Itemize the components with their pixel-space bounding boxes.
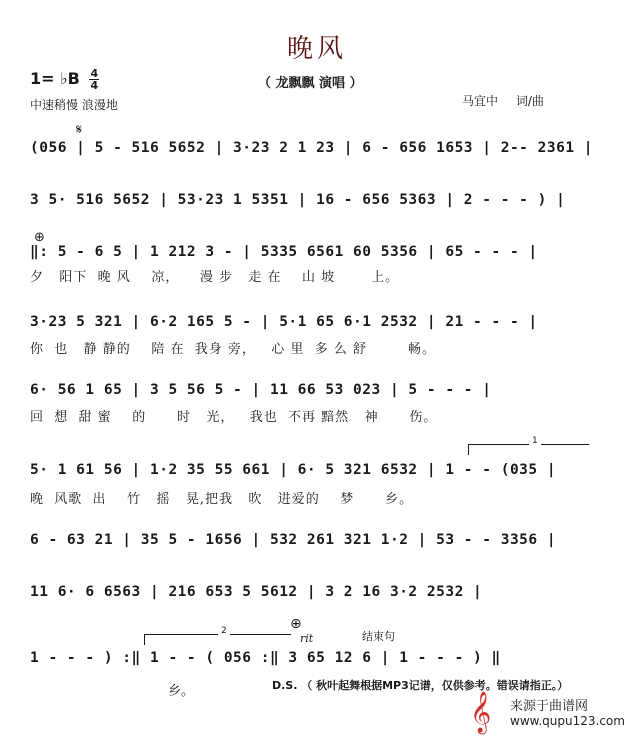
lyric-line-4: 晚 风歌 出 竹 摇 晃,把我 吹 进爱的 梦 乡。 (30, 492, 414, 507)
time-signature-top: 4 (90, 67, 99, 80)
singer-credit: （ 龙飘飘 演唱 ） (258, 76, 363, 91)
coda-icon: ⊕ (34, 230, 45, 245)
volta-bracket-1 (468, 436, 589, 455)
score-row-7: 6 - 63 21 | 35 5 - 1656 | 532 261 321 1·2 | 53 - - 3356 | (30, 532, 557, 548)
volta-label-2: 2 (218, 626, 230, 636)
tempo-marking: 中速稍慢 浪漫地 (30, 98, 118, 112)
watermark-url: www.qupu123.com (510, 714, 625, 728)
time-signature-bottom: 4 (90, 79, 99, 92)
score-row-8: 11 6· 6 6563 | 216 653 5 5612 | 3 2 16 3·2 2532 | (30, 584, 483, 600)
lyric-line-3: 回 想 甜 蜜 的 时 光， 我也 不再 黯然 神 伤。 (30, 410, 438, 425)
treble-clef-icon: 𝄞 (470, 692, 492, 733)
score-row-5: 6· 56 1 65 | 3 5 56 5 - | 11 66 53 023 | 5 - - - | (30, 382, 492, 398)
watermark-name: 来源于曲谱网 (510, 699, 589, 714)
transcriber-note: D.S. （ 秋叶起舞根据MP3记谱，仅供参考。错误请指正。） (272, 679, 569, 692)
song-title: 晚风 (286, 34, 347, 64)
coda-end-icon: ⊕ (290, 616, 302, 632)
segno-icon: 𝄋 (76, 122, 83, 138)
key-signature (30, 68, 99, 91)
time-signature (89, 68, 99, 91)
watermark (468, 692, 628, 734)
composer-credit: 马宜中 词/曲 (462, 94, 544, 108)
key-label: 1= ♭B (30, 69, 80, 88)
ending-lyric: 乡。 (168, 684, 195, 699)
ritardando-mark: rit (300, 632, 314, 645)
lyric-line-2: 你 也 静 静的 陪 在 我身 旁， 心 里 多 么 舒 畅。 (30, 342, 436, 357)
volta-label-1: 1 (529, 436, 541, 446)
ending-label: 结束句 (362, 630, 395, 643)
score-row-3: ‖: 5 - 6 5 | 1 212 3 - | 5335 6561 60 5356 | 65 - - - | (30, 244, 538, 260)
score-row-6: 5· 1 61 56 | 1·2 35 55 661 | 6· 5 321 6532 | 1 - - (035 | (30, 462, 557, 478)
volta-bracket-2 (144, 626, 291, 645)
score-row-4: 3·23 5 321 | 6·2 165 5 - | 5·1 65 6·1 2532 | 21 - - - | (30, 314, 538, 330)
lyric-line-1: 夕 阳下 晚 风 凉， 漫 步 走 在 山 坡 上。 (30, 270, 400, 285)
score-row-1: (056 | 5 - 516 5652 | 3·23 2 1 23 | 6 - 656 1653 | 2-- 2361 | (30, 140, 594, 156)
score-row-9: 1 - - - ) :‖ 1 - - ( 056 :‖ 3 65 12 6 | 1 - - - ) ‖ (30, 650, 501, 666)
score-row-2: 3 5· 516 5652 | 53·23 1 5351 | 16 - 656 5363 | 2 - - - ) | (30, 192, 566, 208)
